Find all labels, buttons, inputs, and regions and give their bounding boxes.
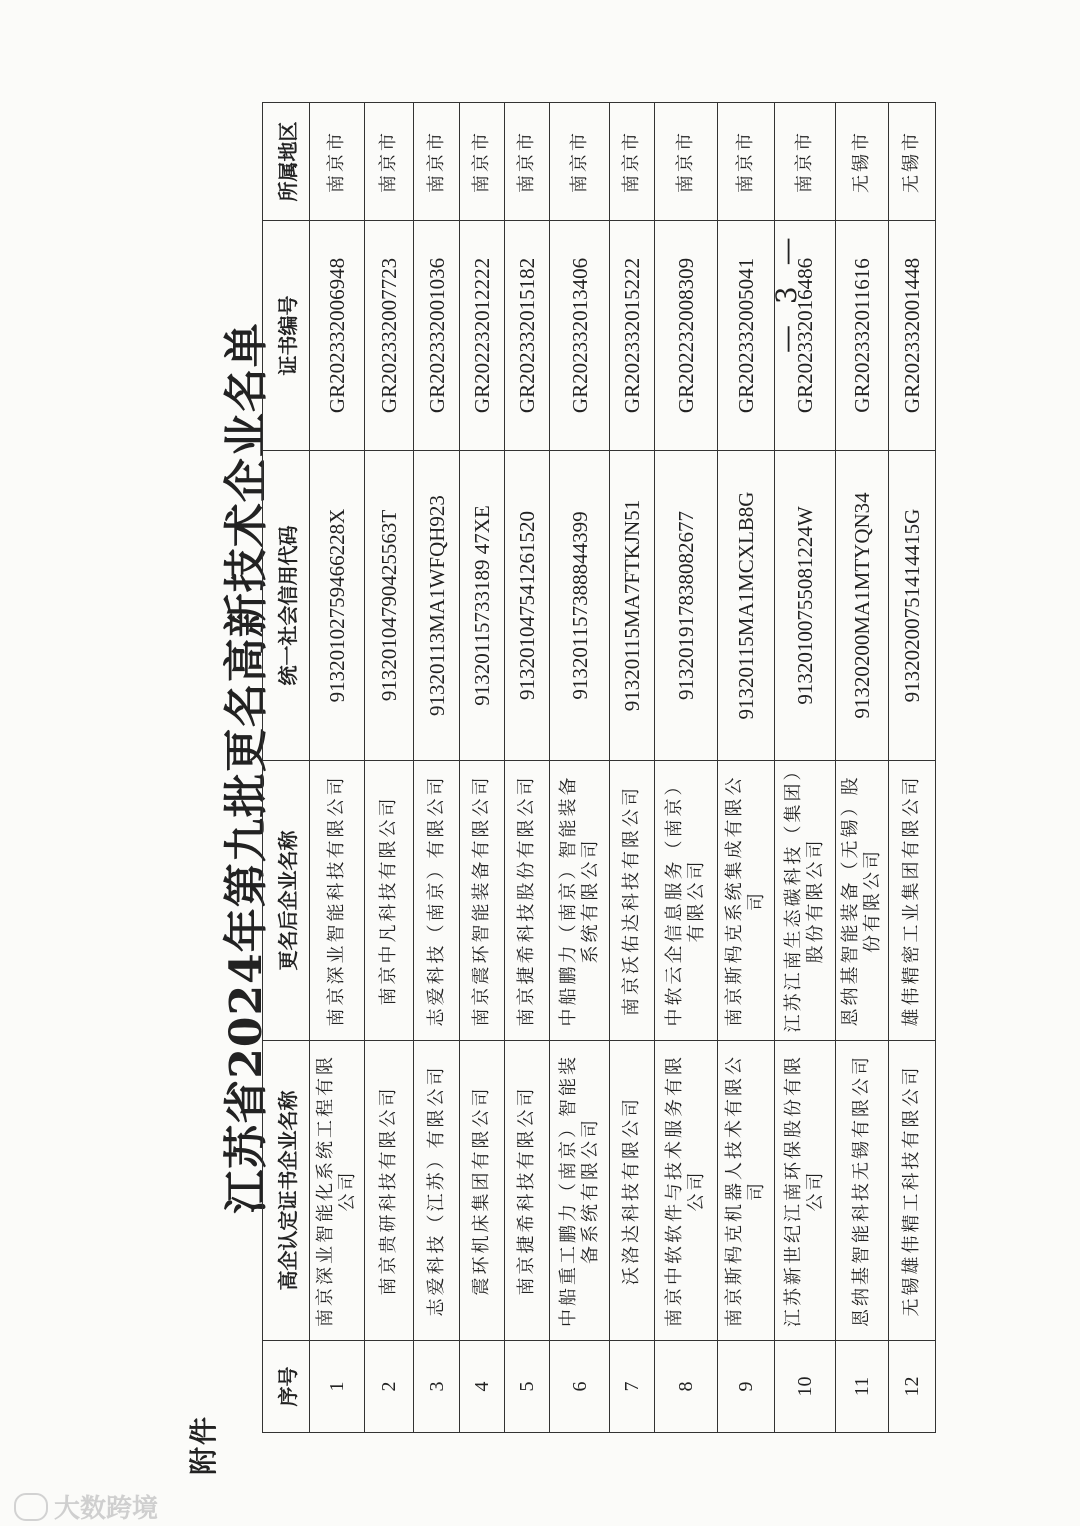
cell-old-name: 江苏新世纪江南环保股份有限公司 [775, 1041, 836, 1341]
cell-new-name: 南京中凡科技有限公司 [365, 761, 414, 1041]
cell-seq: 12 [889, 1341, 936, 1433]
cell-old-name: 南京深业智能化系统工程有限公司 [310, 1041, 365, 1341]
cell-seq: 7 [610, 1341, 655, 1433]
table-row [550, 103, 610, 1433]
cell-region: 南京市 [365, 103, 414, 221]
cell-region: 无锡市 [836, 103, 889, 221]
rotated-document [170, 103, 924, 1475]
cell-seq: 10 [775, 1341, 836, 1433]
cell-seq: 2 [365, 1341, 414, 1433]
header-credit-code: 统一社会信用代码 [263, 451, 310, 761]
cell-credit-code: 91320115MA1MCXLB8G [718, 451, 775, 761]
header-seq: 序号 [263, 1341, 310, 1433]
cell-credit-code: 91320200MA1MTYQN34 [836, 451, 889, 761]
table-row [655, 103, 718, 1433]
cell-region: 无锡市 [889, 103, 936, 221]
cell-new-name: 南京斯杩克系统集成有限公司 [718, 761, 775, 1041]
cell-new-name: 南京捷希科技股份有限公司 [505, 761, 550, 1041]
cell-old-name: 南京中软软件与技术服务有限公司 [655, 1041, 718, 1341]
cell-cert-no: GR202332007723 [365, 221, 414, 451]
cell-new-name: 恩纳基智能装备（无锡）股份有限公司 [836, 761, 889, 1041]
cell-credit-code: 91320102759466228X [310, 451, 365, 761]
table-row [310, 103, 365, 1433]
cell-cert-no: GR202332016486 [775, 221, 836, 451]
cell-seq: 4 [460, 1341, 505, 1433]
page-number: — 3 — [770, 231, 803, 353]
cell-new-name: 雄伟精密工业集团有限公司 [889, 761, 936, 1041]
cell-seq: 9 [718, 1341, 775, 1433]
cell-old-name: 南京捷希科技有限公司 [505, 1041, 550, 1341]
header-old-name: 高企认定证书企业名称 [263, 1041, 310, 1341]
cell-new-name: 中船鹏力（南京）智能装备系统有限公司 [550, 761, 610, 1041]
cell-new-name: 南京沃佑达科技有限公司 [610, 761, 655, 1041]
header-region: 所属地区 [263, 103, 310, 221]
cell-seq: 5 [505, 1341, 550, 1433]
table-row [505, 103, 550, 1433]
cell-new-name: 志爱科技（南京）有限公司 [414, 761, 460, 1041]
header-cert-no: 证书编号 [263, 221, 310, 451]
cell-credit-code: 913201047541261520 [505, 451, 550, 761]
cell-new-name: 中软云企信息服务（南京）有限公司 [655, 761, 718, 1041]
cell-cert-no: GR202332006948 [310, 221, 365, 451]
enterprise-table [262, 102, 936, 1433]
cell-new-name: 江苏江南生态碳科技（集团）股份有限公司 [775, 761, 836, 1041]
cell-old-name: 南京斯杩克机器人技术有限公司 [718, 1041, 775, 1341]
cell-region: 南京市 [310, 103, 365, 221]
watermark [14, 1488, 158, 1525]
cell-cert-no: GR202332015222 [610, 221, 655, 451]
table-header-row [263, 103, 310, 1433]
cell-old-name: 南京贵研科技有限公司 [365, 1041, 414, 1341]
cell-seq: 11 [836, 1341, 889, 1433]
table-row [365, 103, 414, 1433]
cell-seq: 3 [414, 1341, 460, 1433]
cell-cert-no: GR202332005041 [718, 221, 775, 451]
cell-old-name: 无锡雄伟精工科技有限公司 [889, 1041, 936, 1341]
cell-credit-code: 91320104790425563T [365, 451, 414, 761]
cell-credit-code: 91320113MA1WFQH923 [414, 451, 460, 761]
cell-region: 南京市 [655, 103, 718, 221]
header-new-name: 更名后企业名称 [263, 761, 310, 1041]
cell-region: 南京市 [460, 103, 505, 221]
cell-credit-code: 913201157388844399 [550, 451, 610, 761]
document-title: 江苏省2024年第九批更名高新技术企业名单 [221, 322, 272, 1214]
cell-region: 南京市 [610, 103, 655, 221]
table-row [414, 103, 460, 1433]
cell-cert-no: GR202232008309 [655, 221, 718, 451]
table-row [610, 103, 655, 1433]
cell-region: 南京市 [550, 103, 610, 221]
cell-old-name: 恩纳基智能科技无锡有限公司 [836, 1041, 889, 1341]
cell-cert-no: GR202332013406 [550, 221, 610, 451]
cell-credit-code: 91320200751414415G [889, 451, 936, 761]
cell-cert-no: GR202332011616 [836, 221, 889, 451]
table-row [889, 103, 936, 1433]
cell-cert-no: GR202332015182 [505, 221, 550, 451]
cell-region: 南京市 [414, 103, 460, 221]
cell-new-name: 南京深业智能科技有限公司 [310, 761, 365, 1041]
cell-cert-no: GR202332001036 [414, 221, 460, 451]
watermark-logo-icon [14, 1493, 48, 1521]
table-row [460, 103, 505, 1433]
cell-credit-code: 913201917838082677 [655, 451, 718, 761]
cell-old-name: 中船重工鹏力（南京）智能装备系统有限公司 [550, 1041, 610, 1341]
attachment-label: 附件 [187, 1414, 220, 1475]
table-row [718, 103, 775, 1433]
cell-old-name: 震环机床集团有限公司 [460, 1041, 505, 1341]
cell-old-name: 志爱科技（江苏）有限公司 [414, 1041, 460, 1341]
cell-new-name: 南京震环智能装备有限公司 [460, 761, 505, 1041]
cell-region: 南京市 [718, 103, 775, 221]
table-row [836, 103, 889, 1433]
cell-seq: 1 [310, 1341, 365, 1433]
cell-cert-no: GR202232012222 [460, 221, 505, 451]
cell-seq: 8 [655, 1341, 718, 1433]
cell-seq: 6 [550, 1341, 610, 1433]
cell-region: 南京市 [505, 103, 550, 221]
cell-cert-no: GR202332001448 [889, 221, 936, 451]
cell-old-name: 沃洛达科技有限公司 [610, 1041, 655, 1341]
watermark-text: 大数跨境 [54, 1494, 159, 1524]
cell-credit-code: 91320115MA7FTKJN51 [610, 451, 655, 761]
cell-credit-code: 91320115733189 47XE [460, 451, 505, 761]
cell-credit-code: 91320100755081224W [775, 451, 836, 761]
cell-region: 南京市 [775, 103, 836, 221]
